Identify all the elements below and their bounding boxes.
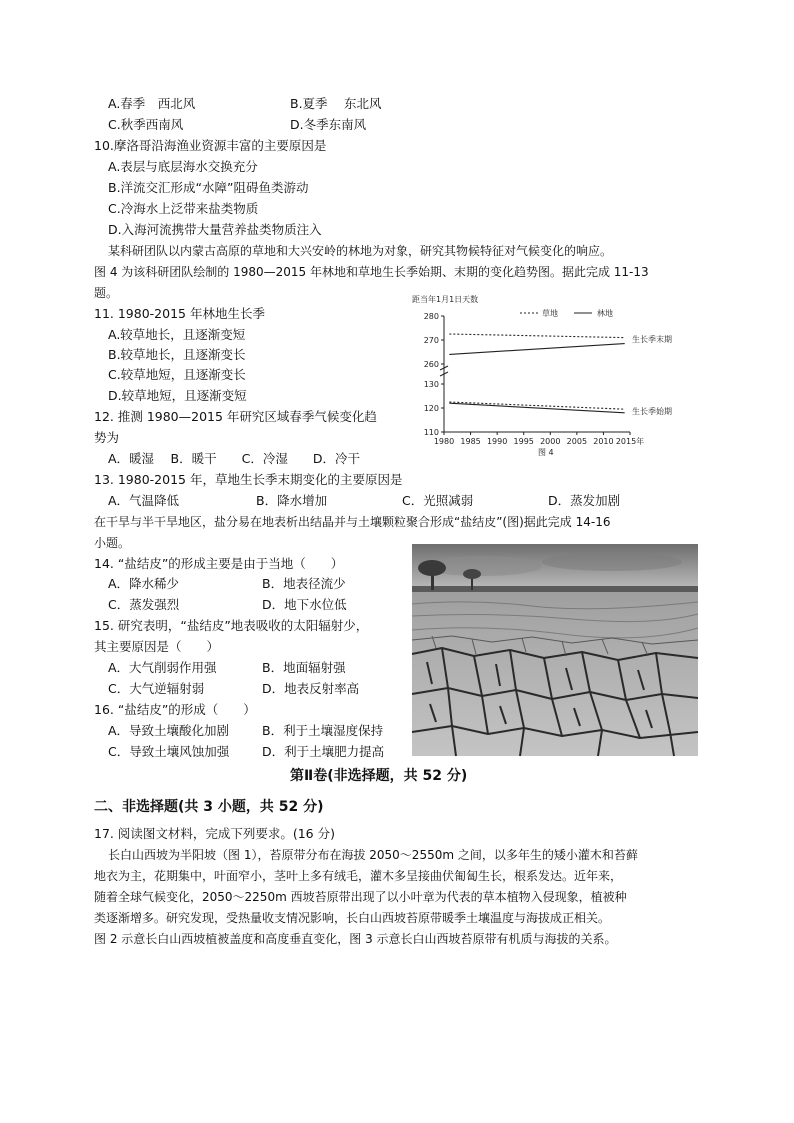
q16-stem: 16. “盐结皮”的形成（ ） <box>94 702 256 717</box>
x-tick-label: 2015年 <box>615 437 645 446</box>
q17-stem: 17. 阅读图文材料，完成下列要求。(16 分) <box>94 826 335 841</box>
q11-option-d: D.较草地短，且逐渐变短 <box>108 388 247 403</box>
q15-option-b: B．地面辐射强 <box>262 660 346 675</box>
annotation-end-season: 生长季末期 <box>632 335 672 344</box>
q11-stem: 11. 1980-2015 年林地生长季 <box>94 306 265 321</box>
q15-stem-line2: 其主要原因是（ ） <box>94 639 220 654</box>
q17-paragraph-line2: 地衣为主，花期集中，叶面窄小，茎叶上多有绒毛，灌木多呈接曲伏匍匐生长，根系发达。近年来， <box>94 869 623 883</box>
intro-11-13-line1: 某科研团队以内蒙古高原的草地和大兴安岭的林地为对象，研究其物候特征对气候变化的响应。 <box>108 244 613 258</box>
q12-stem-line2: 势为 <box>94 430 120 445</box>
q11-option-b: B.较草地长，且逐渐变长 <box>108 347 246 362</box>
legend-grass-label: 草地 <box>542 309 558 318</box>
y-tick-label: 110 <box>423 428 439 437</box>
y-tick-label: 280 <box>423 312 439 321</box>
q14-option-c: C．蒸发强烈 <box>108 597 180 612</box>
q16-option-c: C．导致土壤风蚀加强 <box>108 744 230 759</box>
x-tick-label: 1980 <box>433 437 455 446</box>
photo-caption: 盐结皮 <box>312 444 315 445</box>
q9-option-b: B.夏季 东北风 <box>290 96 382 111</box>
q15-option-d: D．地表反射率高 <box>262 681 360 696</box>
q16-option-b: B．利于土壤湿度保持 <box>262 723 384 738</box>
figure-caption: 图 4 <box>538 448 554 457</box>
q13-option-a: A．气温降低 <box>108 493 180 508</box>
q17-paragraph-line5: 图 2 示意长白山西坡植被盖度和高度垂直变化，图 3 示意长白山西坡苔原带有机质与海拔的关系。 <box>94 932 617 946</box>
series-line-grassland-end <box>449 334 624 338</box>
part2-title: 第Ⅱ卷(非选择题，共 52 分) <box>290 768 468 784</box>
chart-y-label: 距当年1月1日天数 <box>412 295 479 304</box>
q14-option-b: B．地表径流少 <box>262 576 346 591</box>
q9-option-a: A.春季 西北风 <box>108 96 196 111</box>
q15-stem-line1: 15. 研究表明，“盐结皮”地表吸收的太阳辐射少， <box>94 618 369 633</box>
q10-option-d: D.入海河流携带大量营养盐类物质注入 <box>108 222 322 237</box>
y-tick-label: 130 <box>423 380 439 389</box>
q16-option-a: A．导致土壤酸化加剧 <box>108 723 230 738</box>
q17-paragraph-line3: 随着全球气候变化，2050～2250m 西坡苔原带出现了以小叶章为代表的草本植物入侵现象，植被种 <box>94 890 627 904</box>
q14-option-a: A．降水稀少 <box>108 576 180 591</box>
q12-stem-line1: 12. 推测 1980—2015 年研究区域春季气候变化趋 <box>94 409 377 424</box>
q9-option-d: D.冬季东南风 <box>290 117 367 132</box>
x-tick-label: 2000 <box>540 437 561 446</box>
y-tick-label: 270 <box>423 336 439 345</box>
q13-option-d: D．蒸发加剧 <box>548 493 621 508</box>
intro-11-13-line2: 图 4 为该科研团队绘制的 1980—2015 年林地和草地生长季始期、末期的变化趋势图。据此完成 11-13 <box>94 265 649 279</box>
x-tick-label: 1990 <box>486 437 508 446</box>
q10-option-c: C.冷海水上泛带来盐类物质 <box>108 201 259 216</box>
q13-option-c: C．光照减弱 <box>402 493 474 508</box>
q12-options: A．暖湿 B．暖干 C．冷湿 D．冷干 <box>108 451 360 466</box>
section-heading: 二、非选择题(共 3 小题，共 52 分) <box>94 799 324 815</box>
q14-stem: 14. “盐结皮”的形成主要是由于当地（ ） <box>94 556 344 571</box>
q17-paragraph-line1: 长白山西坡为半阳坡（图 1），苔原带分布在海拔 2050～2550m 之间，以多年生的矮小灌木和苔藓 <box>108 848 638 862</box>
x-tick-label: 1995 <box>513 437 534 446</box>
q10-option-a: A.表层与底层海水交换充分 <box>108 159 258 174</box>
q10-stem: 10.摩洛哥沿海渔业资源丰富的主要原因是 <box>94 138 327 153</box>
x-tick-label: 2010 <box>593 437 614 446</box>
intro-11-13-line3: 题。 <box>94 286 119 300</box>
y-tick-label: 120 <box>423 404 439 413</box>
x-tick-label: 1985 <box>460 437 481 446</box>
y-tick-label: 260 <box>423 360 439 369</box>
q11-option-c: C.较草地短，且逐渐变长 <box>108 367 246 382</box>
q15-option-c: C．大气逆辐射弱 <box>108 681 205 696</box>
intro-14-16-line1: 在干旱与半干旱地区，盐分易在地表析出结晶并与土壤颗粒聚合形成“盐结皮”(图)据此完成 14-16 <box>94 515 611 529</box>
q16-option-d: D．利于土壤肥力提高 <box>262 744 385 759</box>
x-tick-label: 2005 <box>566 437 588 446</box>
q15-option-a: A．大气削弱作用强 <box>108 660 217 675</box>
intro-14-16-line2: 小题。 <box>94 536 131 550</box>
q13-stem: 13. 1980-2015 年，草地生长季末期变化的主要原因是 <box>94 472 403 487</box>
annotation-start-season: 生长季始期 <box>632 407 672 416</box>
q10-option-b: B.洋流交汇形成“水障”阻碍鱼类游动 <box>108 180 309 195</box>
series-line-forest-end <box>449 344 624 355</box>
q17-paragraph-line4: 类逐渐增多。研究发现，受热量收支情况影响，长白山西坡苔原带暖季土壤温度与海拔成正相关。 <box>94 911 611 925</box>
q9-option-c: C.秋季西南风 <box>108 117 184 132</box>
legend-forest-label: 林地 <box>597 309 613 318</box>
figure4-chart <box>408 292 680 460</box>
q13-option-b: B．降水增加 <box>256 493 328 508</box>
q14-option-d: D．地下水位低 <box>262 597 347 612</box>
q11-option-a: A.较草地长，且逐渐变短 <box>108 327 246 342</box>
